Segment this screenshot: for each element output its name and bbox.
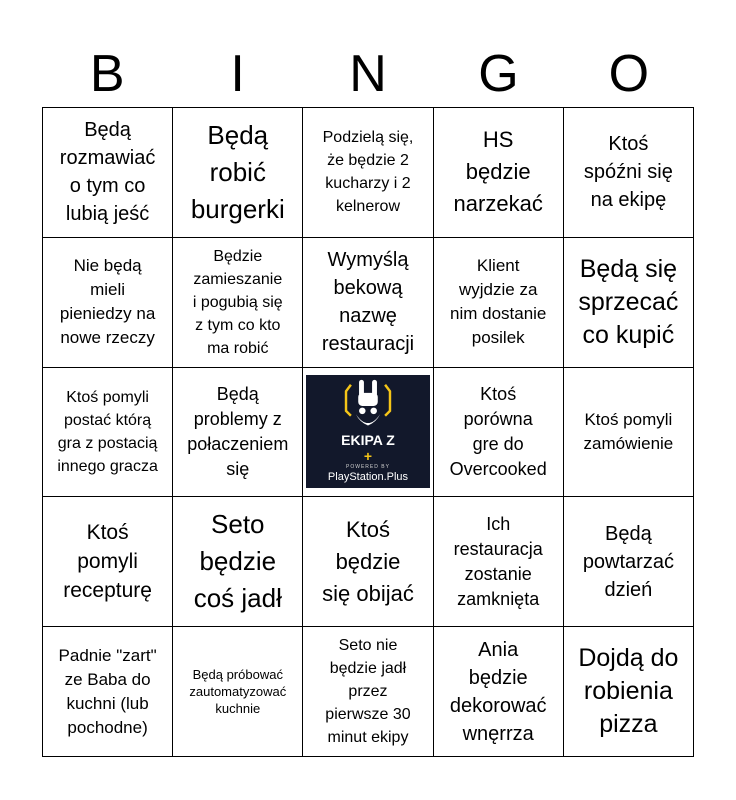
cell-text: HS będzie narzekać [453, 127, 543, 217]
cell-text: Dojdą do robienia pizza [578, 644, 679, 739]
rock-hand-icon [333, 375, 403, 432]
cell-text: Ktoś porówna gre do Overcooked [449, 383, 547, 479]
bingo-cell[interactable] [434, 238, 564, 368]
bingo-cell[interactable] [564, 238, 694, 368]
bingo-cell[interactable] [303, 627, 433, 757]
bingo-cell[interactable] [434, 497, 564, 627]
cell-text: Ktoś będzie się obijać [322, 516, 414, 606]
cell-text: Podzielą się, że będzie 2 kucharzy i 2 kelnerow [322, 129, 414, 216]
logo-brand: EKIPA Z + [341, 432, 395, 465]
header-letter: G [478, 45, 519, 103]
cell-text: Będą próbować zautomatyzować kuchnie [189, 667, 287, 717]
bingo-header [42, 40, 694, 108]
bingo-cell[interactable] [434, 627, 564, 757]
cell-text: Padnie "zart" ze Baba do kuchni (lub pochodne) [58, 645, 157, 737]
bingo-cell[interactable] [303, 108, 433, 238]
cell-text: Wymyślą bekową nazwę restauracji [321, 249, 415, 356]
cell-text: Będą się sprzecać co kupić [578, 254, 679, 349]
header-letter: O [608, 45, 650, 103]
bingo-cell[interactable] [173, 497, 303, 627]
cell-text: Ich restauracja zostanie zamknięta [453, 513, 543, 609]
bingo-cell[interactable] [43, 108, 173, 238]
bingo-grid [42, 107, 694, 757]
bingo-cell[interactable] [564, 368, 694, 498]
cell-text: Seto będzie coś jadł [193, 509, 282, 614]
header-letter: B [89, 45, 125, 103]
cell-text: Będą rozmawiać o tym co lubią jeść [59, 119, 156, 226]
cell-text: Będzie zamieszanie i pogubią się z tym co kto ma robić [192, 247, 283, 357]
cell-text: Seto nie będzie jadł przez pierwsze 30 minut ekipy [325, 637, 411, 747]
bingo-cell[interactable] [564, 627, 694, 757]
bingo-cell[interactable] [43, 368, 173, 498]
cell-text: Ania będzie dekorować wnęrrza [449, 638, 547, 745]
bingo-cell[interactable] [173, 627, 303, 757]
bingo-cell[interactable] [303, 238, 433, 368]
cell-text: Ktoś pomyli postać którą gra z postacią innego gracza [57, 388, 158, 475]
cell-text: Nie będą mieli pieniedzy na nowe rzeczy [59, 256, 156, 348]
bingo-cell[interactable] [173, 238, 303, 368]
free-space-cell[interactable] [303, 368, 433, 498]
cell-text: Będą robić burgerki [190, 119, 285, 224]
logo-playstation-plus: PlayStation.Plus [327, 471, 409, 484]
ekipa-logo [306, 375, 430, 488]
bingo-cell[interactable] [43, 497, 173, 627]
cell-text: Ktoś pomyli zamówienie [583, 409, 674, 453]
bingo-cell[interactable] [434, 368, 564, 498]
bingo-cell[interactable] [43, 238, 173, 368]
cell-text: Ktoś pomyli recepturę [63, 521, 152, 603]
bingo-cell[interactable] [434, 108, 564, 238]
bingo-cell[interactable] [564, 497, 694, 627]
bingo-cell[interactable] [173, 368, 303, 498]
header-letter: N [349, 45, 387, 103]
logo-powered-by: POWERED BY [346, 464, 390, 471]
bingo-cell[interactable] [43, 627, 173, 757]
bingo-cell[interactable] [303, 497, 433, 627]
cell-text: Ktoś spóźni się na ekipę [583, 133, 673, 212]
header-letter: I [230, 45, 245, 103]
bingo-cell[interactable] [564, 108, 694, 238]
bingo-cell[interactable] [173, 108, 303, 238]
cell-text: Będą powtarzać dzień [582, 522, 674, 601]
cell-text: Będą problemy z połaczeniem się [187, 383, 289, 479]
cell-text: Klient wyjdzie za nim dostanie posilek [450, 256, 547, 348]
